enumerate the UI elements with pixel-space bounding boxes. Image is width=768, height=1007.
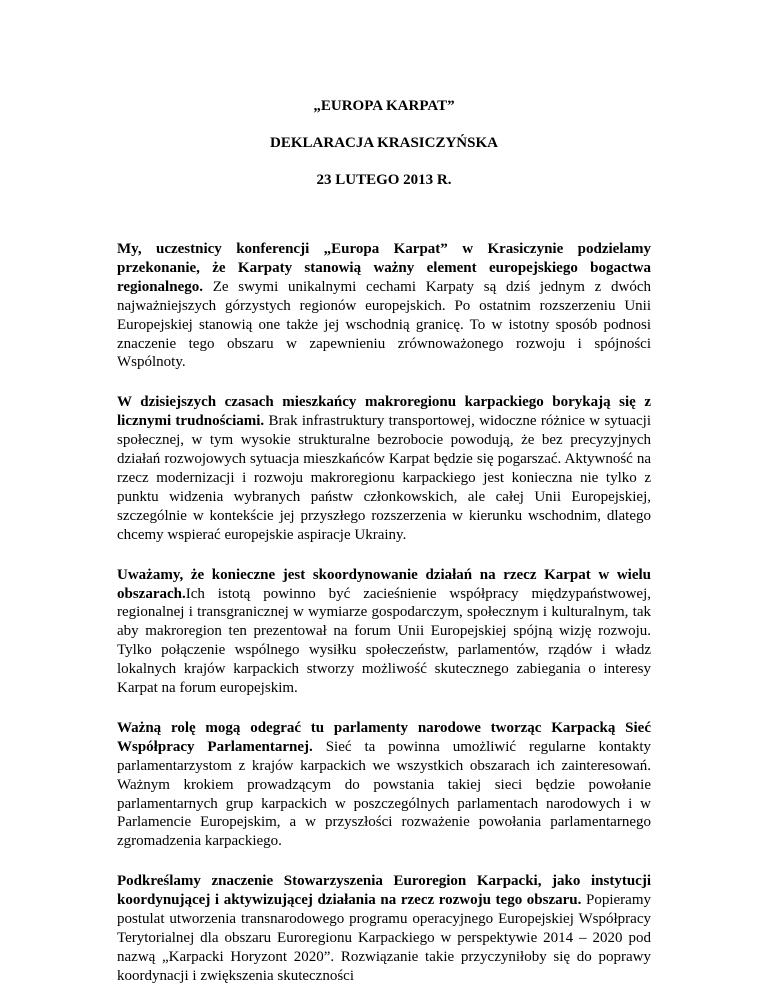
paragraph-1-text: Ze swymi unikalnymi cechami Karpaty są dziś jednym z dwóch najważniejszych górzystych regionów europejskich. Po ostatnim rozszerzeniu Unii Europejskiej stanowią one także jej wschodnią granicę. To w istotny sposób podnosi znaczenie tego obszaru w zapewnieniu zrównoważonego rozwoju i spójności Wspólnoty.: [117, 278, 651, 371]
paragraph-2-text: Brak infrastruktury transportowej, widoczne różnice w sytuacji społecznej, w tym wysokie strukturalne bezrobocie powodują, że bez precyzyjnych działań rozwojowych sytuacja mieszkańców Karpat będzie się pogarszać. Aktywność na rzecz modernizacji i rozwoju makroregionu karpackiego jest konieczna nie tylko z punktu widzenia wybranych państw członkowskich, ale całej Unii Europejskiej, szczególnie w kontekście jej przyszłego rozszerzenia w kierunku wschodnim, dlatego chcemy wspierać europejskie aspiracje Ukrainy.: [117, 413, 651, 543]
paragraph-1: [117, 240, 651, 372]
paragraph-3: [117, 566, 651, 698]
paragraph-3-lead: Uważamy, że konieczne jest skoordynowanie działań na rzecz Karpat w wielu obszarach.: [117, 566, 651, 602]
document-title: „EUROPA KARPAT”: [313, 98, 455, 114]
paragraph-2: [117, 393, 651, 544]
paragraph-2-lead: W dzisiejszych czasach mieszkańcy makroregionu karpackiego borykają się z licznymi trudnościami.: [117, 394, 651, 430]
document-date: 23 LUTEGO 2013 R.: [316, 172, 452, 188]
paragraph-5-lead: Podkreślamy znaczenie Stowarzyszenia Euroregion Karpacki, jako instytucji koordynującej i aktywizującej działania na rzecz rozwoju tego obszaru.: [117, 873, 651, 909]
paragraph-1-lead: My, uczestnicy konferencji „Europa Karpat” w Krasiczynie podzielamy przekonanie, że Karpaty stanowią ważny element europejskiego bogactwa regionalnego.: [117, 241, 651, 295]
document-body: [117, 240, 651, 1007]
paragraph-4-lead: Ważną rolę mogą odegrać tu parlamenty narodowe tworząc Karpacką Sieć Współpracy Parlamentarnej.: [117, 719, 651, 755]
paragraph-4-text: Sieć ta powinna umożliwić regularne kontakty parlamentarzystom z krajów karpackich we wszystkich obszarach ich zainteresowań. Ważnym krokiem prowadzącym do powstania takiej sieci będzie powołanie parlamentarnych grup karpackich w poszczególnych parlamentach narodowych i w Parlamencie Europejskim, a w przyszłości rozważenie powołania parlamentarnego zgromadzenia karpackiego.: [117, 738, 651, 850]
document-subtitle: DEKLARACJA KRASICZYŃSKA: [270, 135, 498, 151]
paragraph-5: [117, 872, 651, 985]
paragraph-3-text: Ich istotą powinno być zacieśnienie współpracy międzypaństwowej, regionalnej i transgranicznej w wymiarze gospodarczym, społecznym i kulturalnym, tak aby makroregion ten prezentował na forum Unii Europejskiej spójną wizję rozwoju. Tylko połączenie wspólnego wysiłku społeczeństw, parlamentów, rządów i władz lokalnych krajów karpackich stworzy możliwość skutecznego zabiegania o interesy Karpat na forum europejskim.: [117, 585, 651, 697]
paragraph-5-text: Popieramy postulat utworzenia transnarodowego programu operacyjnego Europejskiej Współpracy Terytorialnej dla obszaru Euroregionu Karpackiego w perspektywie 2014 – 2020 pod nazwą „Karpacki Horyzont 2020”. Rozwiązanie takie przyczyniłoby się do poprawy koordynacji i zwiększenia skuteczności: [117, 892, 651, 984]
paragraph-4: [117, 719, 651, 851]
